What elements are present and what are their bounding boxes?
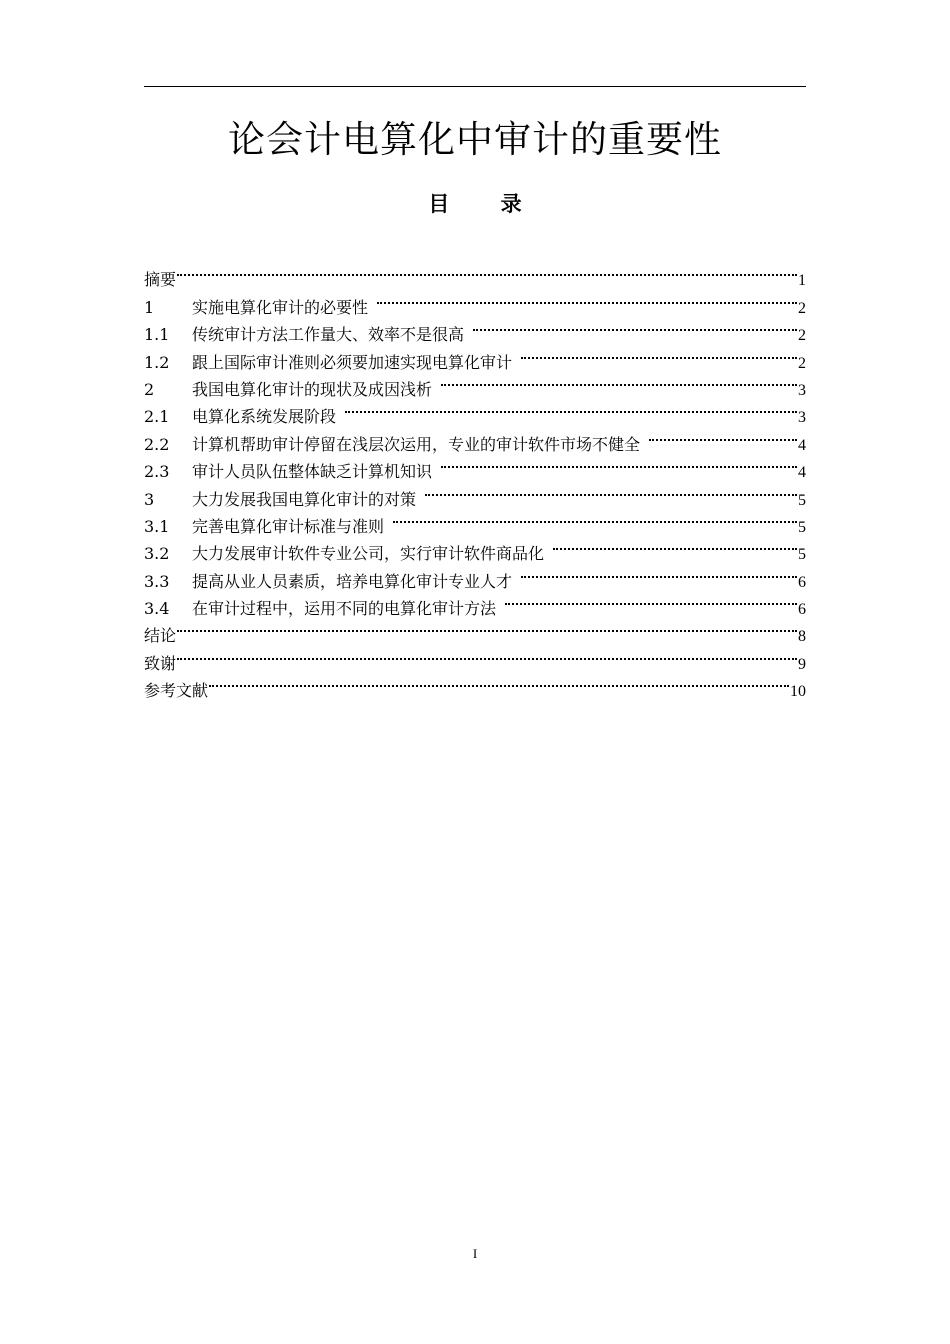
toc-entry-page: 6: [798, 573, 806, 591]
toc-leader-dots: [521, 340, 797, 367]
toc-entry-title: 完善电算化审计标准与准则: [192, 516, 385, 536]
toc-leader-dots: [209, 669, 789, 696]
toc-leader-dots: [177, 641, 797, 668]
toc-entry-page: 4: [798, 436, 806, 454]
toc-leader-dots: [505, 587, 797, 614]
table-of-contents: [144, 258, 806, 701]
toc-entry-number: 2.1: [144, 407, 170, 427]
toc-entry-title: 电算化系统发展阶段: [192, 407, 337, 427]
toc-entry-title: 大力发展我国电算化审计的对策: [192, 489, 417, 509]
toc-entry-page: 2: [798, 354, 806, 372]
toc-entry-page: 3: [798, 409, 806, 427]
toc-entry-page: 9: [798, 655, 806, 673]
toc-leader-dots: [377, 285, 797, 312]
toc-entry-page: 3: [798, 381, 806, 399]
toc-leader-dots: [553, 532, 797, 559]
toc-entry-page: 5: [798, 491, 806, 509]
toc-entry-page: 4: [798, 464, 806, 482]
toc-entry-title: 实施电算化审计的必要性: [192, 297, 369, 317]
toc-entry-title: 审计人员队伍整体缺乏计算机知识: [192, 462, 433, 482]
toc-leader-dots: [425, 477, 797, 504]
header-rule: [144, 86, 806, 87]
toc-leader-dots: [345, 395, 797, 422]
toc-leader-dots: [393, 505, 797, 532]
toc-entry-title: 我国电算化审计的现状及成因浅析: [192, 379, 433, 399]
toc-entry-title: 计算机帮助审计停留在浅层次运用，专业的审计软件市场不健全: [192, 434, 641, 454]
toc-entry-title: 大力发展审计软件专业公司，实行审计软件商品化: [192, 544, 545, 564]
toc-entry-number: 1.1: [144, 325, 170, 345]
toc-leader-dots: [177, 614, 797, 641]
toc-entry-number: 3.2: [144, 544, 170, 564]
toc-entry-number: 2: [144, 379, 155, 399]
toc-entry-page: 2: [798, 299, 806, 317]
toc-entry-title: 跟上国际审计准则必须要加速实现电算化审计: [192, 352, 513, 372]
toc-entry[interactable]: [144, 285, 806, 317]
toc-entry-page: 1: [798, 272, 806, 290]
toc-entry-number: 2.2: [144, 434, 170, 454]
toc-entry-number: 3.4: [144, 599, 170, 619]
toc-entry-number: 2.3: [144, 462, 170, 482]
toc-leader-dots: [521, 559, 797, 586]
toc-entry-title: 传统审计方法工作量大、效率不是很高: [192, 325, 465, 345]
toc-entry[interactable]: [144, 258, 806, 290]
toc-entry[interactable]: [144, 614, 806, 646]
toc-entry-number: 3.3: [144, 571, 170, 591]
toc-heading: 目 录: [428, 192, 544, 216]
toc-entry-page: 5: [798, 546, 806, 564]
toc-entry-number: 3: [144, 489, 155, 509]
toc-entry-title: 参考文献: [144, 681, 209, 701]
toc-entry-title: 结论: [144, 626, 177, 646]
document-title: 论会计电算化中审计的重要性: [228, 118, 722, 161]
toc-entry-page: 6: [798, 601, 806, 619]
toc-leader-dots: [441, 368, 797, 395]
toc-entry-page: 2: [798, 327, 806, 345]
toc-leader-dots: [441, 450, 797, 477]
toc-entry-page: 10: [790, 683, 806, 701]
toc-entry-page: 8: [798, 628, 806, 646]
toc-leader-dots: [649, 422, 797, 449]
toc-entry-title: 在审计过程中，运用不同的电算化审计方法: [192, 599, 497, 619]
page-number: I: [472, 1246, 478, 1261]
toc-entry-number: 1.2: [144, 352, 170, 372]
toc-leader-dots: [177, 258, 797, 285]
toc-entry-page: 5: [798, 518, 806, 536]
toc-entry-title: 摘要: [144, 270, 177, 290]
toc-leader-dots: [473, 313, 797, 340]
toc-entry-title: 提高从业人员素质，培养电算化审计专业人才: [192, 571, 513, 591]
toc-entry-number: 3.1: [144, 516, 170, 536]
toc-entry-title: 致谢: [144, 653, 177, 673]
toc-entry[interactable]: [144, 669, 806, 701]
toc-entry[interactable]: [144, 641, 806, 673]
toc-entry-number: 1: [144, 297, 155, 317]
